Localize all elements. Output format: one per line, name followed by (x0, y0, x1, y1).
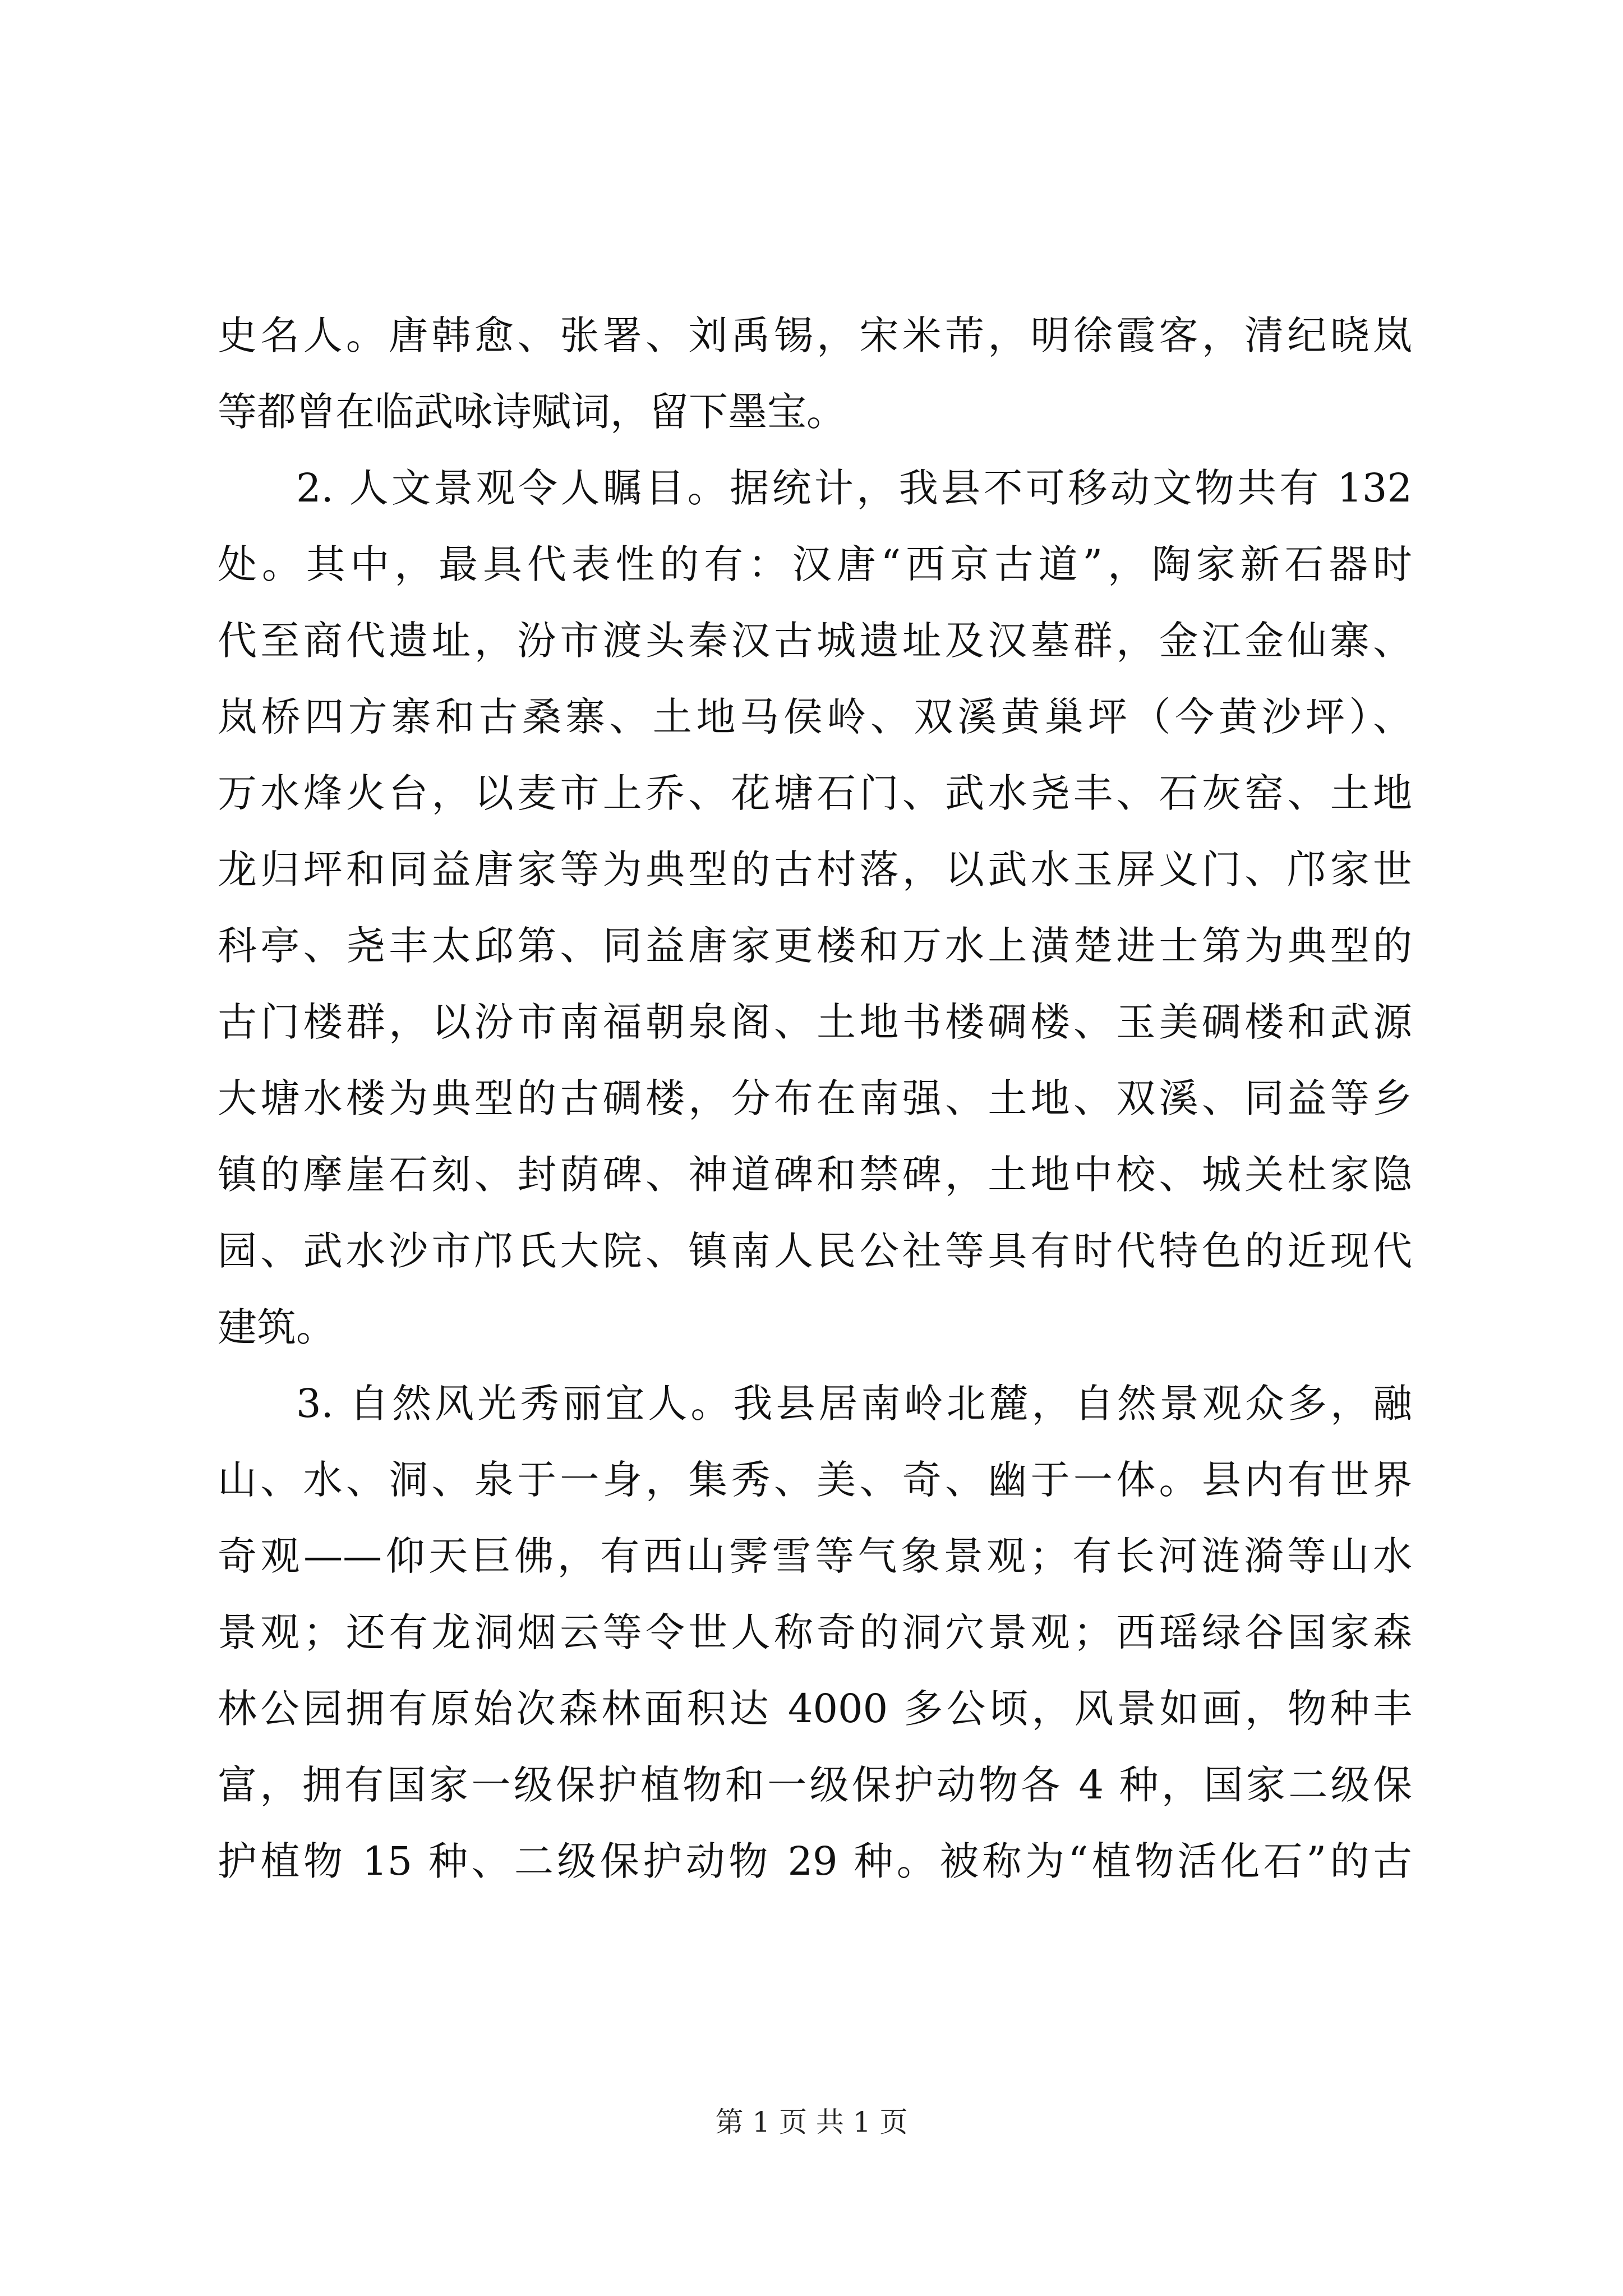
text-line: 龙归坪和同益唐家等为典型的古村落，以武水玉屏义门、邝家世 (218, 846, 1412, 892)
text-line: 代至商代遗址，汾市渡头秦汉古城遗址及汉墓群，金江金仙寨、 (218, 618, 1412, 664)
text-line: 万水烽火台，以麦市上乔、花塘石门、武水尧丰、石灰窑、土地 (218, 770, 1412, 816)
text-line: 护植物 15 种、二级保护动物 29 种。被称为“植物活化石”的古 (218, 1838, 1412, 1884)
text-line: 处。其中，最具代表性的有：汉唐“西京古道”，陶家新石器时 (218, 541, 1412, 587)
text-line: 岚桥四方寨和古桑寨、土地马侯岭、双溪黄巢坪（今黄沙坪）、 (218, 694, 1412, 740)
text-line: 奇观——仰天巨佛，有西山霁雪等气象景观；有长河涟漪等山水 (218, 1533, 1412, 1579)
text-line: 园、武水沙市邝氏大院、镇南人民公社等具有时代特色的近现代 (218, 1228, 1412, 1274)
paragraph-start-line: 2. 人文景观令人瞩目。据统计，我县不可移动文物共有 132 (296, 465, 1412, 511)
document-body (218, 297, 1412, 1899)
text-line: 古门楼群，以汾市南福朝泉阁、土地书楼碉楼、玉美碉楼和武源 (218, 999, 1412, 1045)
paragraph-start-line: 3. 自然风光秀丽宜人。我县居南岭北麓，自然景观众多，融 (296, 1381, 1412, 1427)
text-line: 镇的摩崖石刻、封荫碑、神道碑和禁碑，土地中校、城关杜家隐 (218, 1152, 1412, 1198)
text-line: 富，拥有国家一级保护植物和一级保护动物各 4 种，国家二级保 (218, 1762, 1412, 1808)
text-line: 等都曾在临武咏诗赋词，留下墨宝。 (218, 389, 846, 435)
text-line: 山、水、洞、泉于一身，集秀、美、奇、幽于一体。县内有世界 (218, 1457, 1412, 1503)
text-line: 林公园拥有原始次森林面积达 4000 多公顷，风景如画，物种丰 (218, 1686, 1412, 1732)
text-line: 大塘水楼为典型的古碉楼，分布在南强、土地、双溪、同益等乡 (218, 1075, 1412, 1121)
text-line: 建筑。 (218, 1304, 335, 1350)
text-line: 史名人。唐韩愈、张署、刘禹锡，宋米芾，明徐霞客，清纪晓岚 (218, 312, 1412, 358)
text-line: 景观；还有龙洞烟云等令世人称奇的洞穴景观；西瑶绿谷国家森 (218, 1609, 1412, 1655)
text-line: 科亭、尧丰太邱第、同益唐家更楼和万水上潢楚进士第为典型的 (218, 923, 1412, 969)
page-footer: 第 1 页 共 1 页 (715, 2106, 908, 2138)
